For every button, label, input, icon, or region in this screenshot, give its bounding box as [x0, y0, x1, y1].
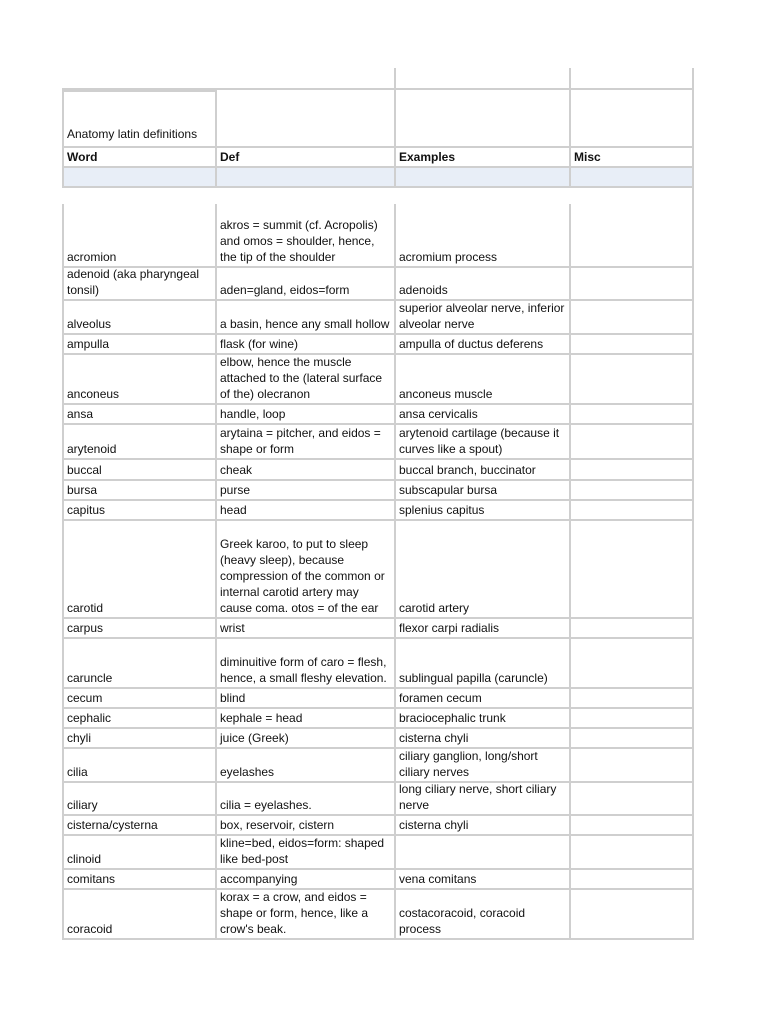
cell[interactable]	[396, 90, 571, 146]
misc-cell[interactable]	[571, 268, 694, 299]
header-def[interactable]: Def	[217, 148, 396, 166]
selected-row	[62, 168, 694, 188]
word-cell[interactable]: adenoid (aka pharyngeal tonsil)	[62, 268, 217, 299]
table-row	[62, 425, 694, 460]
examples-cell[interactable]: ampulla of ductus deferens	[396, 335, 571, 353]
examples-cell[interactable]: adenoids	[396, 268, 571, 299]
word-cell[interactable]: acromion	[62, 204, 217, 266]
examples-cell[interactable]: costacoracoid, coracoid process	[396, 890, 571, 938]
table-row	[62, 619, 694, 639]
examples-cell[interactable]: vena comitans	[396, 870, 571, 888]
cell[interactable]	[396, 168, 571, 186]
table-row	[62, 783, 694, 816]
misc-cell[interactable]	[571, 890, 694, 938]
spreadsheet	[62, 68, 694, 940]
header-examples[interactable]: Examples	[396, 148, 571, 166]
def-cell[interactable]: arytaina = pitcher, and eidos = shape or form	[217, 425, 396, 458]
sheet-title-cell[interactable]	[62, 90, 217, 146]
def-cell[interactable]: juice (Greek)	[217, 729, 396, 747]
header-misc[interactable]: Misc	[571, 148, 694, 166]
header-word[interactable]: Word	[62, 148, 217, 166]
def-cell[interactable]: box, reservoir, cistern	[217, 816, 396, 834]
table-row	[62, 890, 694, 940]
cell[interactable]	[396, 188, 571, 204]
def-cell[interactable]: diminuitive form of caro = flesh, hence, a small fleshy elevation.	[217, 639, 396, 687]
examples-cell[interactable]: long ciliary nerve, short ciliary nerve	[396, 783, 571, 814]
def-cell[interactable]: kline=bed, eidos=form: shaped like bed-post	[217, 836, 396, 868]
misc-cell[interactable]	[571, 425, 694, 458]
examples-cell[interactable]: foramen cecum	[396, 689, 571, 707]
examples-cell[interactable]: subscapular bursa	[396, 481, 571, 499]
header-row	[62, 148, 694, 168]
def-cell[interactable]: aden=gland, eidos=form	[217, 268, 396, 299]
word-cell[interactable]: cilia	[62, 749, 217, 781]
examples-cell[interactable]: sublingual papilla (caruncle)	[396, 639, 571, 687]
table-row	[62, 405, 694, 425]
word-cell[interactable]: coracoid	[62, 890, 217, 938]
table-row	[62, 836, 694, 870]
misc-cell[interactable]	[571, 729, 694, 747]
table-row	[62, 355, 694, 405]
word-cell[interactable]: carpus	[62, 619, 217, 637]
word-cell[interactable]: alveolus	[62, 301, 217, 333]
misc-cell[interactable]	[571, 301, 694, 333]
table-row	[62, 268, 694, 301]
table-row	[62, 501, 694, 521]
cell[interactable]	[62, 68, 217, 88]
table-row	[62, 749, 694, 783]
word-cell[interactable]: cisterna/cysterna	[62, 816, 217, 834]
word-cell[interactable]: anconeus	[62, 355, 217, 403]
def-cell[interactable]: kephale = head	[217, 709, 396, 727]
def-cell[interactable]: korax = a crow, and eidos = shape or form, hence, like a crow's beak.	[217, 890, 396, 938]
def-cell[interactable]: flask (for wine)	[217, 335, 396, 353]
def-cell[interactable]: wrist	[217, 619, 396, 637]
cell[interactable]	[571, 168, 694, 186]
cell[interactable]	[62, 168, 217, 186]
word-cell[interactable]: ciliary	[62, 783, 217, 814]
spacer-row	[62, 188, 694, 204]
word-cell[interactable]: comitans	[62, 870, 217, 888]
word-cell[interactable]: ampulla	[62, 335, 217, 353]
misc-cell[interactable]	[571, 335, 694, 353]
examples-cell[interactable]: splenius capitus	[396, 501, 571, 519]
def-cell[interactable]: a basin, hence any small hollow	[217, 301, 396, 333]
misc-cell[interactable]	[571, 460, 694, 479]
word-cell[interactable]: bursa	[62, 481, 217, 499]
def-cell[interactable]: cheak	[217, 460, 396, 479]
misc-cell[interactable]	[571, 836, 694, 868]
table-row	[62, 816, 694, 836]
misc-cell[interactable]	[571, 639, 694, 687]
table-row	[62, 481, 694, 501]
cell[interactable]	[217, 90, 396, 146]
table-row	[62, 639, 694, 689]
table-row	[62, 709, 694, 729]
def-cell[interactable]: head	[217, 501, 396, 519]
word-cell[interactable]: chyli	[62, 729, 217, 747]
misc-cell[interactable]	[571, 405, 694, 423]
examples-cell[interactable]: carotid artery	[396, 521, 571, 617]
examples-cell[interactable]: braciocephalic trunk	[396, 709, 571, 727]
cell[interactable]	[217, 168, 396, 186]
cell[interactable]	[396, 68, 571, 88]
def-cell[interactable]: cilia = eyelashes.	[217, 783, 396, 814]
def-cell[interactable]: purse	[217, 481, 396, 499]
table-row	[62, 204, 694, 268]
examples-cell[interactable]: superior alveolar nerve, inferior alveolar nerve	[396, 301, 571, 333]
cell[interactable]	[217, 68, 396, 88]
cell[interactable]	[62, 188, 217, 204]
misc-cell[interactable]	[571, 501, 694, 519]
misc-cell[interactable]	[571, 355, 694, 403]
table-row	[62, 689, 694, 709]
misc-cell[interactable]	[571, 783, 694, 814]
word-cell[interactable]: ansa	[62, 405, 217, 423]
def-cell[interactable]: elbow, hence the muscle attached to the (lateral surface of the) olecranon	[217, 355, 396, 403]
word-cell[interactable]: caruncle	[62, 639, 217, 687]
examples-cell[interactable]: acromium process	[396, 204, 571, 266]
word-cell[interactable]: capitus	[62, 501, 217, 519]
def-cell[interactable]: blind	[217, 689, 396, 707]
examples-cell[interactable]: anconeus muscle	[396, 355, 571, 403]
cell[interactable]	[571, 188, 694, 204]
def-cell[interactable]: Greek karoo, to put to sleep (heavy sleep), because compression of the common or internal carotid artery may cause coma. otos = of the ear	[217, 521, 396, 617]
word-cell[interactable]: buccal	[62, 460, 217, 479]
table-row	[62, 729, 694, 749]
word-cell[interactable]: cecum	[62, 689, 217, 707]
def-cell[interactable]: handle, loop	[217, 405, 396, 423]
sheet-title: Anatomy latin definitions	[67, 127, 198, 141]
word-cell[interactable]: arytenoid	[62, 425, 217, 458]
examples-cell[interactable]: flexor carpi radialis	[396, 619, 571, 637]
cell[interactable]	[571, 68, 694, 88]
examples-cell[interactable]: arytenoid cartilage (because it curves like a spout)	[396, 425, 571, 458]
misc-cell[interactable]	[571, 749, 694, 781]
empty-row-top	[62, 68, 694, 90]
misc-cell[interactable]	[571, 689, 694, 707]
examples-cell[interactable]: cisterna chyli	[396, 816, 571, 834]
cell[interactable]	[571, 90, 694, 146]
title-row	[62, 90, 694, 148]
misc-cell[interactable]	[571, 521, 694, 617]
misc-cell[interactable]	[571, 816, 694, 834]
word-cell[interactable]: carotid	[62, 521, 217, 617]
word-cell[interactable]: clinoid	[62, 836, 217, 868]
cell[interactable]	[217, 188, 396, 204]
examples-cell[interactable]: cisterna chyli	[396, 729, 571, 747]
examples-cell[interactable]: buccal branch, buccinator	[396, 460, 571, 479]
word-cell[interactable]: cephalic	[62, 709, 217, 727]
table-row	[62, 521, 694, 619]
def-cell[interactable]: akros = summit (cf. Acropolis) and omos = shoulder, hence, the tip of the shoulder	[217, 204, 396, 266]
table-row	[62, 460, 694, 481]
table-row	[62, 301, 694, 335]
misc-cell[interactable]	[571, 870, 694, 888]
data-rows	[62, 204, 694, 940]
def-cell[interactable]: accompanying	[217, 870, 396, 888]
misc-cell[interactable]	[571, 204, 694, 266]
misc-cell[interactable]	[571, 481, 694, 499]
examples-cell[interactable]: ansa cervicalis	[396, 405, 571, 423]
examples-cell[interactable]	[396, 836, 571, 868]
table-row	[62, 335, 694, 355]
misc-cell[interactable]	[571, 709, 694, 727]
examples-cell[interactable]: ciliary ganglion, long/short ciliary nerves	[396, 749, 571, 781]
table-row	[62, 870, 694, 890]
misc-cell[interactable]	[571, 619, 694, 637]
def-cell[interactable]: eyelashes	[217, 749, 396, 781]
